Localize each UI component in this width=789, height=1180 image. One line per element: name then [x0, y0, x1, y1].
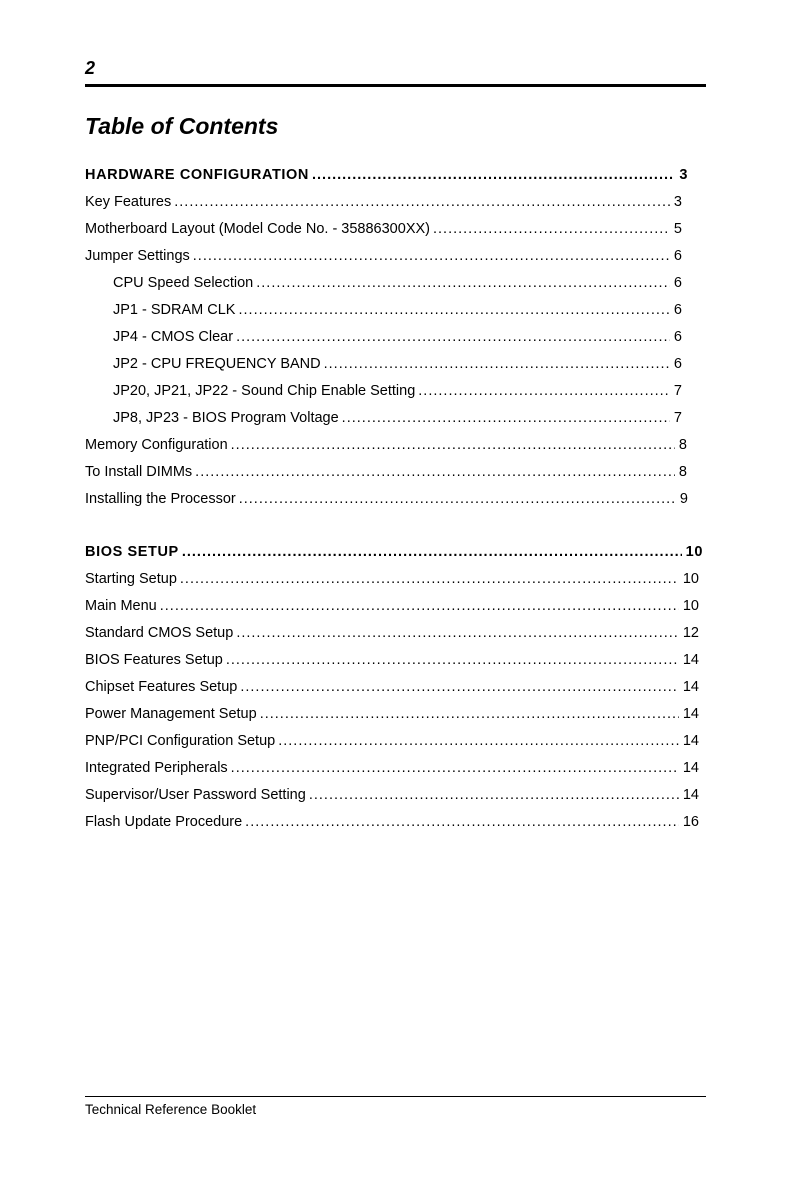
toc-leader: [309, 787, 679, 803]
toc-leader: [231, 760, 679, 776]
toc-item-label: To Install DIMMs: [85, 464, 193, 480]
toc-item-label: JP4 - CMOS Clear: [113, 329, 234, 345]
toc-item-label: Integrated Peripherals: [85, 760, 228, 776]
toc-item-chipset-features-setup[interactable]: [85, 679, 699, 701]
toc-section-hardware[interactable]: [85, 167, 688, 189]
toc-item-jp2-cpu-frequency-band[interactable]: [113, 356, 682, 378]
toc-page-number: 14: [682, 760, 699, 776]
toc-page-number: 9: [679, 491, 688, 507]
toc-item-pnp-pci-configuration-setup[interactable]: [85, 733, 699, 755]
toc-leader: [193, 248, 670, 264]
toc-item-label: JP1 - SDRAM CLK: [113, 302, 236, 318]
toc-leader: [418, 383, 670, 399]
footer-text: Technical Reference Booklet: [85, 1102, 257, 1117]
toc-page-number: 14: [682, 679, 699, 695]
toc-item-label: Starting Setup: [85, 571, 177, 587]
toc-item-bios-program-voltage[interactable]: [113, 410, 682, 432]
toc-page-number: 6: [673, 248, 682, 264]
toc-leader: [195, 464, 675, 480]
page-number: 2: [85, 58, 96, 78]
toc-item-power-management-setup[interactable]: [85, 706, 699, 728]
toc-leader: [180, 571, 679, 587]
toc-leader: [256, 275, 670, 291]
toc-leader: [324, 356, 670, 372]
toc-page-number: 8: [678, 437, 687, 453]
toc-item-starting-setup[interactable]: [85, 571, 699, 593]
toc-item-label: Supervisor/User Password Setting: [85, 787, 306, 803]
toc-item-main-menu[interactable]: [85, 598, 699, 620]
toc-item-key-features[interactable]: [85, 194, 682, 216]
toc-item-installing-processor[interactable]: [85, 491, 688, 513]
toc-leader: [226, 652, 679, 668]
toc-page-number: 6: [673, 356, 682, 372]
toc-item-sound-chip-enable[interactable]: [113, 383, 682, 405]
toc-page-number: 7: [673, 410, 682, 426]
toc-item-label: Power Management Setup: [85, 706, 257, 722]
toc-leader: [238, 302, 669, 318]
toc-page-number: 7: [673, 383, 682, 399]
toc-item-jumper-settings[interactable]: [85, 248, 682, 270]
toc-page-number: 14: [682, 787, 699, 803]
toc-page-number: 16: [682, 814, 699, 830]
toc-item-cpu-speed-selection[interactable]: [113, 275, 682, 297]
toc-leader: [160, 598, 679, 614]
toc-item-label: JP20, JP21, JP22 - Sound Chip Enable Setting: [113, 383, 416, 399]
toc-page-number: 6: [673, 275, 682, 291]
toc-item-motherboard-layout[interactable]: [85, 221, 682, 243]
toc-item-label: Flash Update Procedure: [85, 814, 243, 830]
toc-page-number: 3: [673, 194, 682, 210]
toc-item-label: PNP/PCI Configuration Setup: [85, 733, 276, 749]
toc-leader: [433, 221, 670, 237]
toc-item-label: Jumper Settings: [85, 248, 190, 264]
toc-item-integrated-peripherals[interactable]: [85, 760, 699, 782]
toc-leader: [182, 544, 682, 560]
header-rule: [85, 84, 706, 87]
toc-item-memory-configuration[interactable]: [85, 437, 687, 459]
toc-page-number: 6: [673, 329, 682, 345]
toc-leader: [236, 625, 679, 641]
toc-leader: [231, 437, 675, 453]
toc-section-label: HARDWARE CONFIGURATION: [85, 167, 309, 183]
toc-item-label: JP8, JP23 - BIOS Program Voltage: [113, 410, 339, 426]
toc-leader: [342, 410, 670, 426]
footer-rule: [85, 1096, 706, 1097]
toc-leader: [278, 733, 679, 749]
toc-page-number: 14: [682, 652, 699, 668]
toc-page-number: 14: [682, 733, 699, 749]
toc-item-label: JP2 - CPU FREQUENCY BAND: [113, 356, 321, 372]
toc-item-label: Installing the Processor: [85, 491, 236, 507]
toc-item-label: Standard CMOS Setup: [85, 625, 234, 641]
toc-leader: [239, 491, 676, 507]
toc-item-label: CPU Speed Selection: [113, 275, 254, 291]
toc-page-number: 3: [679, 167, 688, 183]
toc-item-label: Memory Configuration: [85, 437, 228, 453]
toc-leader: [174, 194, 670, 210]
toc-page-number: 10: [682, 598, 699, 614]
toc-leader: [240, 679, 679, 695]
toc-page-number: 5: [673, 221, 682, 237]
toc-section-bios-setup[interactable]: [85, 544, 703, 566]
toc-section-label: BIOS SETUP: [85, 544, 179, 560]
toc-page-number: 8: [678, 464, 687, 480]
toc-item-jp1-sdram-clk[interactable]: [113, 302, 682, 324]
toc-item-label: Main Menu: [85, 598, 157, 614]
toc-item-label: Key Features: [85, 194, 172, 210]
toc-leader: [260, 706, 679, 722]
toc-item-label: Chipset Features Setup: [85, 679, 238, 695]
toc-item-supervisor-user-password[interactable]: [85, 787, 699, 809]
toc-leader: [312, 167, 675, 183]
toc-item-label: Motherboard Layout (Model Code No. - 35886300XX): [85, 221, 430, 237]
toc-item-standard-cmos-setup[interactable]: [85, 625, 699, 647]
toc-page-number: 14: [682, 706, 699, 722]
toc-item-bios-features-setup[interactable]: [85, 652, 699, 674]
toc-item-jp4-cmos-clear[interactable]: [113, 329, 682, 351]
toc-page-number: 12: [682, 625, 699, 641]
toc-page-number: 10: [685, 544, 703, 560]
toc-page-number: 6: [673, 302, 682, 318]
toc-item-install-dimms[interactable]: [85, 464, 687, 486]
toc-leader: [236, 329, 670, 345]
toc-page-number: 10: [682, 571, 699, 587]
toc-item-label: BIOS Features Setup: [85, 652, 223, 668]
page-title: Table of Contents: [85, 113, 279, 139]
toc-leader: [245, 814, 679, 830]
toc-item-flash-update-procedure[interactable]: [85, 814, 699, 836]
